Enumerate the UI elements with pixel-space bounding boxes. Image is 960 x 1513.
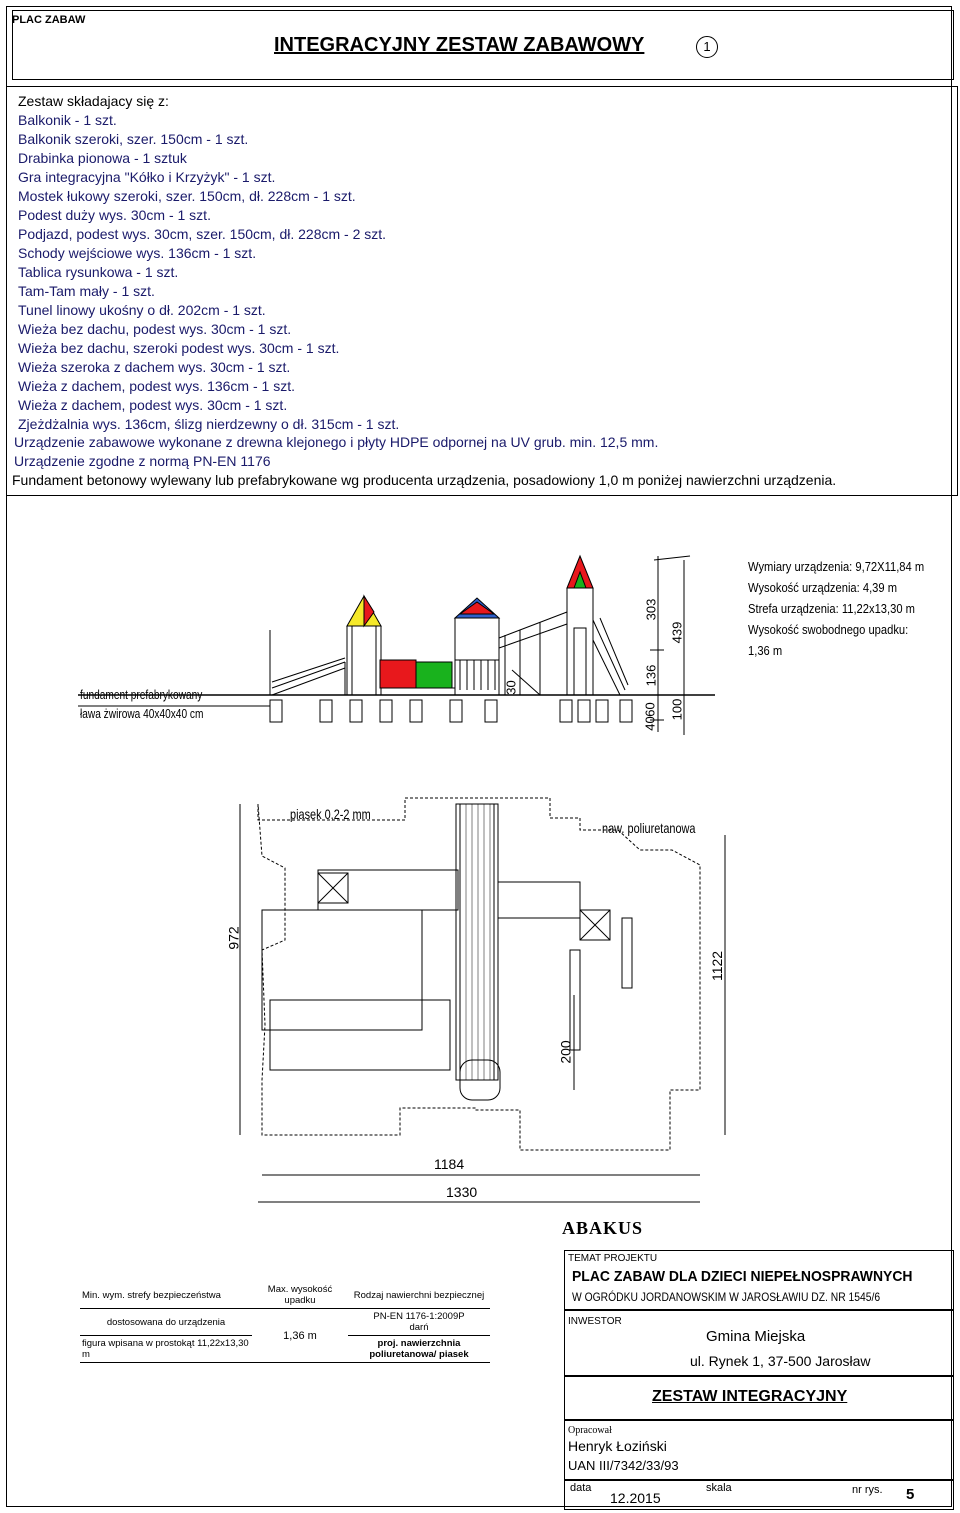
- table-cell: 1,36 m: [252, 1309, 348, 1363]
- safety-table: [80, 1282, 490, 1363]
- dim-30: 30: [503, 680, 519, 695]
- list-item: Wieża z dachem, podest wys. 136cm - 1 szt.: [18, 378, 295, 394]
- list-item: Wieża z dachem, podest wys. 30cm - 1 szt.: [18, 397, 288, 413]
- list-item: Gra integracyjna "Kółko i Krzyżyk" - 1 szt.: [18, 169, 276, 185]
- opracowal-label: Opracował: [568, 1425, 612, 1436]
- list-item: Wieża bez dachu, podest wys. 30cm - 1 szt.: [18, 321, 292, 337]
- list-item: Schody wejściowe wys. 136cm - 1 szt.: [18, 245, 257, 261]
- dim-972: 972: [225, 926, 242, 950]
- table-header: Min. wym. strefy bezpieczeństwa: [80, 1282, 252, 1309]
- foundation-label-1: fundament prefabrykowany: [80, 687, 203, 702]
- spec-height: Wysokość urządzenia: 4,39 m: [748, 580, 898, 595]
- temat-label: TEMAT PROJEKTU: [568, 1253, 658, 1264]
- table-cell-line: PN-EN 1176-1:2009P: [373, 1311, 465, 1322]
- abakus-logo: ABAKUS: [562, 1218, 644, 1238]
- list-item: Mostek łukowy szeroki, szer. 150cm, dł. 228cm - 1 szt.: [18, 188, 356, 204]
- project-subtitle: W OGRÓDKU JORDANOWSKIM W JAROSŁAWIU DZ. NR 1545/6: [572, 1290, 881, 1304]
- nr-label: nr rys.: [852, 1484, 883, 1496]
- list-item: Podjazd, podest wys. 30cm, szer. 150cm, dł. 228cm - 2 szt.: [18, 226, 387, 242]
- foundation-label-2: ława żwirowa 40x40x40 cm: [80, 706, 204, 721]
- table-cell: [348, 1309, 490, 1336]
- list-item: Tablica rysunkowa - 1 szt.: [18, 264, 179, 280]
- spec-zone: Strefa urządzenia: 11,22x13,30 m: [748, 601, 915, 616]
- foundation-note: Fundament betonowy wylewany lub prefabrykowane wg producenta urządzenia, posadowiony 1,0 m poniżej nawierzchni urządzenia.: [12, 472, 837, 488]
- dim-100: 100: [669, 698, 685, 721]
- spec-dimensions: Wymiary urządzenia: 9,72X11,84 m: [748, 559, 925, 574]
- list-item: Wieża bez dachu, szeroki podest wys. 30cm - 1 szt.: [18, 340, 340, 356]
- table-cell: figura wpisana w prostokąt 11,22x13,30 m: [80, 1336, 252, 1363]
- author-name: Henryk Łoziński: [568, 1438, 667, 1454]
- list-item: Balkonik szeroki, szer. 150cm - 1 szt.: [18, 131, 249, 147]
- list-item: Balkonik - 1 szt.: [18, 112, 117, 128]
- surface-label: naw. poliuretanowa: [602, 820, 696, 836]
- component-list: [18, 92, 399, 434]
- dim-303: 303: [643, 598, 659, 621]
- list-item: Tunel linowy ukośny o dł. 202cm - 1 szt.: [18, 302, 266, 318]
- table-header: Max. wysokość upadku: [252, 1282, 348, 1309]
- date-value: 12.2015: [610, 1490, 661, 1506]
- page-title: INTEGRACYJNY ZESTAW ZABAWOWY: [274, 34, 645, 56]
- component-list-intro: Zestaw składajacy się z:: [18, 93, 169, 109]
- table-cell: dostosowana do urządzenia: [80, 1309, 252, 1336]
- sand-label: piasek 0,2-2 mm: [290, 806, 371, 822]
- list-item: Wieża szeroka z dachem wys. 30cm - 1 szt.: [18, 359, 291, 375]
- list-item: Zjeżdżalnia wys. 136cm, ślizg nierdzewny o dł. 315cm - 1 szt.: [18, 416, 400, 432]
- drawing-title: ZESTAW INTEGRACYJNY: [652, 1388, 848, 1405]
- data-label: data: [570, 1482, 592, 1494]
- drawing-number: 5: [906, 1486, 915, 1503]
- list-item: Podest duży wys. 30cm - 1 szt.: [18, 207, 211, 223]
- device-specs: [748, 556, 930, 661]
- header-label: PLAC ZABAW: [12, 14, 86, 26]
- project-title: PLAC ZABAW DLA DZIECI NIEPEŁNOSPRAWNYCH: [572, 1268, 913, 1285]
- skala-label: skala: [706, 1482, 732, 1494]
- dim-136: 136: [643, 664, 659, 687]
- dim-1330: 1330: [446, 1184, 478, 1200]
- dim-1184: 1184: [434, 1156, 465, 1172]
- dim-60: 60: [642, 702, 658, 717]
- list-item: Drabinka pionowa - 1 sztuk: [18, 150, 187, 166]
- dim-40: 40: [642, 716, 658, 731]
- list-item: Tam-Tam mały - 1 szt.: [18, 283, 155, 299]
- title-number-badge: 1: [696, 36, 718, 58]
- plan-drawing: [0, 790, 960, 1220]
- norm-note: Urządzenie zgodne z normą PN-EN 1176: [14, 453, 271, 469]
- investor-name: Gmina Miejska: [706, 1328, 806, 1345]
- dim-1122: 1122: [709, 950, 726, 982]
- spec-fall-height: Wysokość swobodnego upadku: 1,36 m: [748, 622, 909, 658]
- table-header: Rodzaj nawierchni bezpiecznej: [348, 1282, 490, 1309]
- table-cell: proj. nawierzchnia poliuretanowa/ piasek: [348, 1336, 490, 1363]
- dim-200: 200: [557, 1040, 574, 1064]
- material-note: Urządzenie zabawowe wykonane z drewna klejonego i płyty HDPE odpornej na UV grub. min. 12,5 mm.: [14, 434, 659, 450]
- dim-439: 439: [669, 621, 685, 644]
- inwestor-label: INWESTOR: [568, 1316, 622, 1327]
- author-license: UAN III/7342/33/93: [568, 1458, 679, 1473]
- table-cell-line: darń: [409, 1322, 429, 1333]
- investor-address: ul. Rynek 1, 37-500 Jarosław: [690, 1353, 871, 1369]
